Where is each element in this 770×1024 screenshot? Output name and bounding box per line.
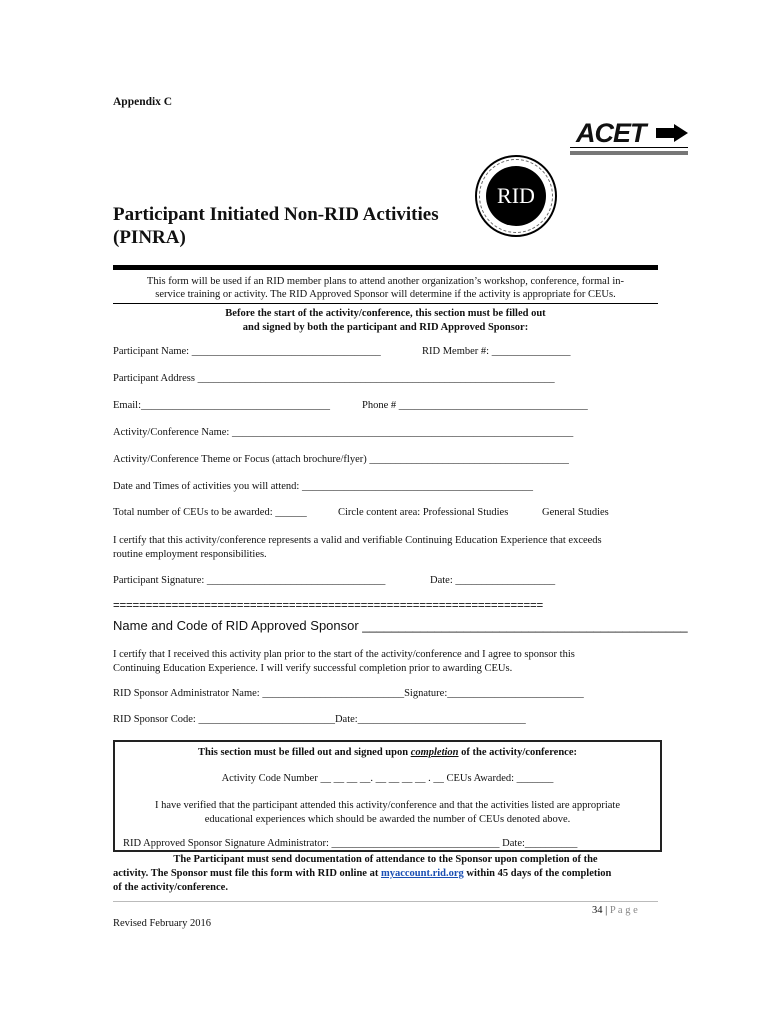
note-line-1: The Participant must send documentation of attendance to the Sponsor upon completion of the	[173, 854, 598, 865]
appendix-label: Appendix C	[113, 96, 173, 108]
sponsor-heading[interactable]: Name and Code of RID Approved Sponsor _____________________________________________	[113, 618, 688, 633]
participant-signature-field[interactable]: Participant Signature: __________________________________	[113, 575, 386, 586]
page-number	[592, 905, 638, 916]
phone-field[interactable]: Phone # ____________________________________	[362, 400, 588, 411]
title-line-2: (PINRA)	[113, 227, 186, 248]
page-label: P a g e	[607, 905, 638, 916]
activity-name-field[interactable]: Activity/Conference Name: _________________________________________________________________	[113, 427, 574, 438]
content-area-general[interactable]: General Studies	[542, 507, 609, 518]
rid-seal-text: RID	[486, 166, 546, 226]
participant-certify-text	[113, 534, 673, 562]
before-line-2: and signed by both the participant and RID Approved Sponsor:	[242, 322, 529, 333]
title-rule	[113, 265, 658, 270]
theme-field[interactable]: Activity/Conference Theme or Focus (attach brochure/flyer) ______________________________________	[113, 454, 569, 465]
completion-heading	[115, 747, 660, 758]
rid-member-field[interactable]: RID Member #: _______________	[422, 346, 571, 357]
page-title	[113, 203, 439, 249]
certify-line-1: I certify that this activity/conference represents a valid and verifiable Continuing Education Experience that exceeds	[113, 535, 602, 546]
acet-logo	[570, 118, 690, 158]
content-area-professional[interactable]: Circle content area: Professional Studies	[338, 507, 509, 518]
note-line-3: of the activity/conference.	[113, 882, 228, 893]
verified-line-1: I have verified that the participant attended this activity/conference and that the activities listed are appropriate	[154, 800, 620, 811]
note-line-2-pre: activity. The Sponsor must file this form with RID online at	[113, 868, 381, 879]
myaccount-link[interactable]: myaccount.rid.org	[380, 868, 464, 879]
intro-rule	[113, 303, 658, 304]
verified-text	[115, 799, 660, 827]
certify-line-2: routine employment responsibilities.	[113, 549, 267, 560]
completion-heading-pre: This section must be filled out and signed upon	[198, 747, 411, 758]
sponsor-certify-text	[113, 648, 673, 676]
participant-address-field[interactable]: Participant Address ____________________________________________________________________	[113, 373, 555, 384]
intro-text	[113, 275, 658, 301]
revised-date: Revised February 2016	[113, 918, 211, 929]
completion-heading-emphasis: completion	[410, 747, 459, 758]
sponsor-admin-name-field[interactable]: RID Sponsor Administrator Name: ___________________________Signature:__________________________	[113, 688, 584, 699]
intro-line-1: This form will be used if an RID member plans to attend another organization’s workshop, conference, formal in-	[146, 276, 625, 287]
sponsor-certify-line-2: Continuing Education Experience. I will verify successful completion prior to awarding CEUs.	[113, 663, 513, 674]
footer-rule	[113, 901, 658, 902]
ceus-total-field[interactable]: Total number of CEUs to be awarded: ______	[113, 507, 307, 518]
participant-date-field[interactable]: Date: ___________________	[430, 575, 556, 586]
title-line-1: Participant Initiated Non-RID Activities	[113, 204, 439, 225]
page-number-value: 34 |	[592, 905, 608, 916]
activity-code-field[interactable]: Activity Code Number __ __ __ __. __ __ __ __ . __ CEUs Awarded: _______	[221, 773, 554, 784]
sponsor-code-field[interactable]: RID Sponsor Code: __________________________Date:________________________________	[113, 714, 526, 725]
note-line-2	[113, 867, 658, 881]
acet-logo-text: ACET	[576, 118, 646, 148]
before-line-1: Before the start of the activity/conference, this section must be filled out	[225, 308, 546, 319]
completion-heading-post: of the activity/conference:	[458, 747, 577, 758]
participant-name-field[interactable]: Participant Name: ____________________________________	[113, 346, 381, 357]
email-field[interactable]: Email:____________________________________	[113, 400, 330, 411]
sponsor-certify-line-1: I certify that I received this activity plan prior to the start of the activity/conference and I agree to sponsor this	[113, 649, 575, 660]
submission-note	[113, 853, 658, 895]
note-line-2-post: within 45 days of the completion	[463, 868, 612, 879]
sponsor-signature-field[interactable]: RID Approved Sponsor Signature Administrator: ________________________________ Date:__________	[123, 838, 578, 849]
rid-seal-logo	[475, 155, 557, 237]
before-instructions	[113, 307, 658, 335]
intro-line-2: service training or activity. The RID Approved Sponsor will determine if the activity is appropriate for CEUs.	[155, 289, 616, 300]
completion-section-box	[113, 740, 662, 852]
dates-field[interactable]: Date and Times of activities you will attend: ____________________________________________	[113, 481, 533, 492]
section-divider: ==================================================================	[113, 600, 544, 612]
verified-line-2: educational experiences which should be awarded the number of CEUs denoted above.	[204, 814, 571, 825]
